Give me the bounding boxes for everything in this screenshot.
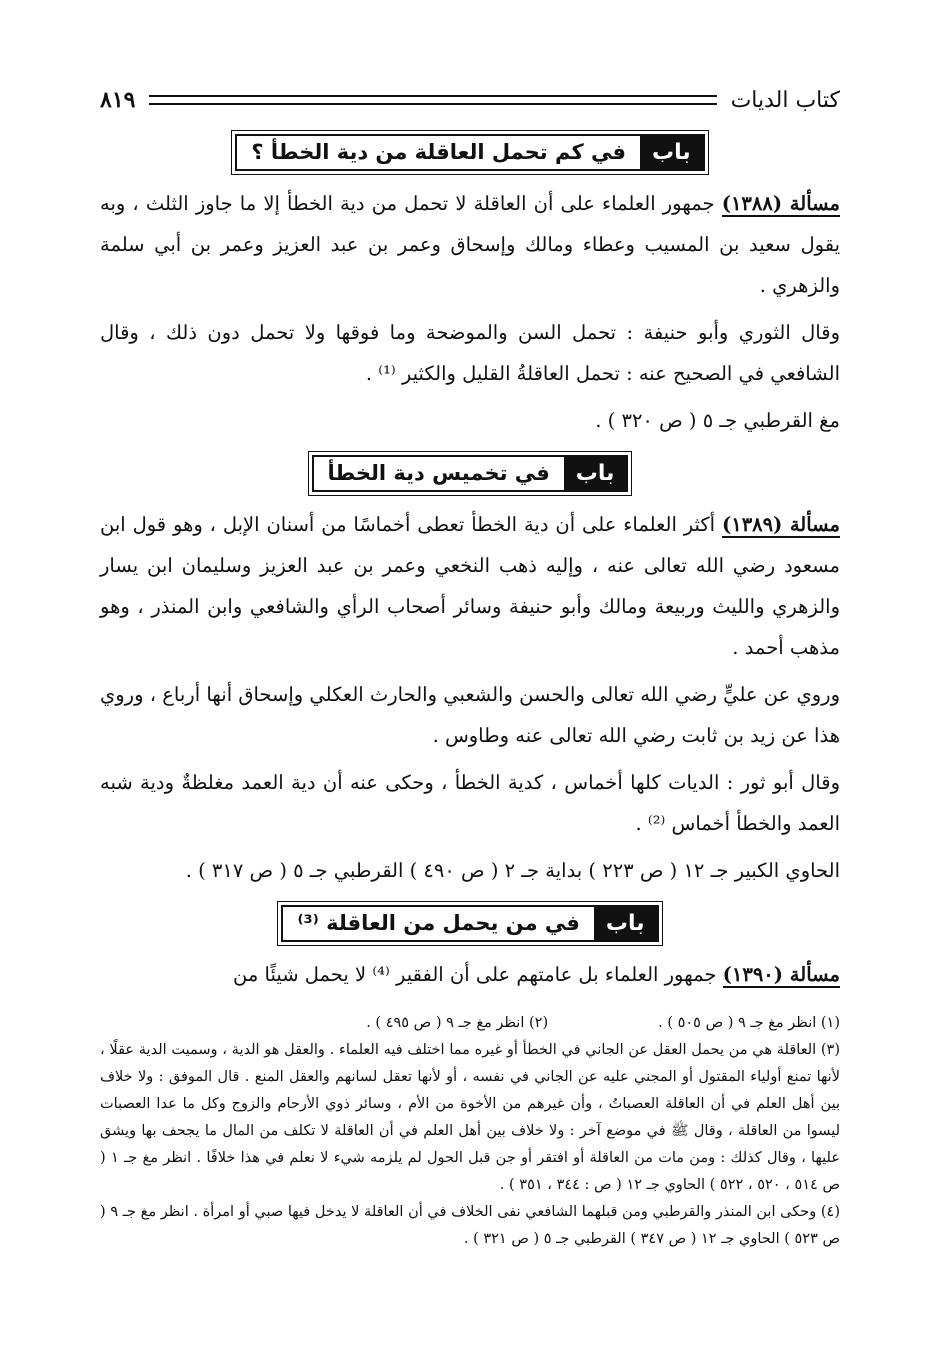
footnote-2: (٢) انظر مغ جـ ٩ ( ص ٤٩٥ ) . — [366, 1015, 549, 1031]
chapter-label: باب — [640, 136, 703, 169]
reference-line: مغ القرطبي جـ ٥ ( ص ٣٢٠ ) . — [595, 409, 840, 432]
chapter-heading-2 — [100, 455, 840, 492]
paragraph-text: أكثر العلماء على أن دية الخطأ تعطى أخماسًا من أسنان الإبل ، وهو قول ابن مسعود رضي الله تعالى عنه ، وإليه ذهب النخعي وعمر بن عبد العزيز وسليمان ابن يسار والزهري والليث وربيعة ومالك وأبو حنيفة وسائر أصحاب الرأي والشافعي وابن المنذر ، وهو مذهب أحمد . — [100, 513, 840, 659]
header-rule — [149, 95, 716, 105]
issue-label: مسألة (١٣٨٩) — [721, 513, 840, 536]
issue-paragraph — [100, 504, 840, 668]
chapter-label: باب — [564, 457, 627, 490]
chapter-title: في من يحمل من العاقلة ⁽³⁾ — [297, 911, 580, 935]
chapter-heading-3 — [100, 905, 840, 942]
chapter-title: في كم تحمل العاقلة من دية الخطأ ؟ — [251, 140, 626, 164]
running-title: كتاب الديات — [730, 87, 840, 113]
paragraph-text: جمهور العلماء على أن العاقلة لا تحمل من دية الخطأ إلا ما جاوز الثلث ، وبه يقول سعيد بن المسيب وعطاء ومالك وإسحاق وعمر بن عبد العزيز وعمر بن أبي سلمة والزهري . — [100, 192, 840, 297]
paragraph: وقال الثوري وأبو حنيفة : تحمل السن والموضحة وما فوقها ولا تحمل دون ذلك ، وقال الشافعي في الصحيح عنه : تحمل العاقلةُ القليل والكثير ⁽¹⁾ . — [100, 321, 840, 385]
chapter-box — [235, 134, 704, 171]
chapter-heading-1 — [100, 134, 840, 171]
issue-label: مسألة (١٣٩٠) — [722, 963, 840, 986]
footnote-4: (٤) وحكى ابن المنذر والقرطبي ومن قبلهما الشافعي نفى الخلاف في أن العاقلة لا يدخل فيها صبي أو امرأة . انظر مغ جـ ٩ ( ص ٥٢٣ ) الحاوي جـ ١٢ ( ص ٣٤٧ ) القرطبي جـ ٥ ( ص ٣٢١ ) . — [100, 1204, 840, 1247]
issue-paragraph — [100, 183, 840, 306]
issue-label: مسألة (١٣٨٨) — [721, 192, 840, 215]
issue-paragraph — [100, 954, 840, 995]
paragraph: وروي عن عليٍّ رضي الله تعالى والحسن والشعبي والحارث العكلي وإسحاق أنها أرباع ، وروي هذا عن زيد بن ثابت رضي الله تعالى عنه وطاوس . — [100, 683, 840, 747]
chapter-title: في تخميس دية الخطأ — [327, 461, 550, 485]
footnote-3: (٣) العاقلة هي من يحمل العقل عن الجاني في الخطأ أو غيره مما اختلف فيه العلماء . والعقل هو الدية ، وسميت الدية عقلًا ، لأنها تمنع أولياء المقتول أو المجني عليه عن الجاني في نفسه ، أو لأنها تعقل لسانهم والعقل المنع . قال الموفق : ولا خلاف بين أهل العلم في أن العاقلة العصباتُ ، وأن غيرهم من الأخوة من الأم ، وسائر ذوي الأرحام والزوج وكل ما عدا العصبات ليسوا من العاقلة ، وقال ﷺ في موضع آخر : ولا خلاف بين أهل العلم في أن العاقلة لا تكلف من المال ما يجحف بها ويشق عليها ، وقال كذلك : ومن مات من العاقلة أو افتقر أو جن قبل الحول لم يلزمه شيء لا نعلم في هذا خلافًا . انظر مغ جـ ١ ( ص ٥١٤ ، ٥٢٠ ، ٥٢٢ ) الحاوي جـ ١٢ ( ص : ٣٤٤ ، ٣٥١ ) . — [100, 1042, 840, 1193]
chapter-label: باب — [594, 907, 657, 940]
chapter-box — [312, 455, 629, 492]
reference-line: الحاوي الكبير جـ ١٢ ( ص ٢٢٣ ) بداية جـ ٢ ( ص ٤٩٠ ) القرطبي جـ ٥ ( ص ٣١٧ ) . — [185, 859, 840, 882]
running-header — [100, 80, 840, 120]
footnote-row — [100, 1010, 840, 1037]
paragraph: وقال أبو ثور : الديات كلها أخماس ، كدية الخطأ ، وحكى عنه أن دية العمد مغلظةٌ ودية شبه العمد والخطأ أخماس ⁽²⁾ . — [100, 771, 840, 835]
footnote-1: (١) انظر مغ جـ ٩ ( ص ٥٠٥ ) . — [658, 1015, 840, 1031]
chapter-box — [281, 905, 658, 942]
page-body — [100, 80, 840, 1001]
page-number: ٨١٩ — [100, 87, 136, 113]
paragraph-text: جمهور العلماء بل عامتهم على أن الفقير ⁽⁴⁾ لا يحمل شيئًا من — [233, 963, 717, 986]
footnotes — [100, 1010, 840, 1253]
